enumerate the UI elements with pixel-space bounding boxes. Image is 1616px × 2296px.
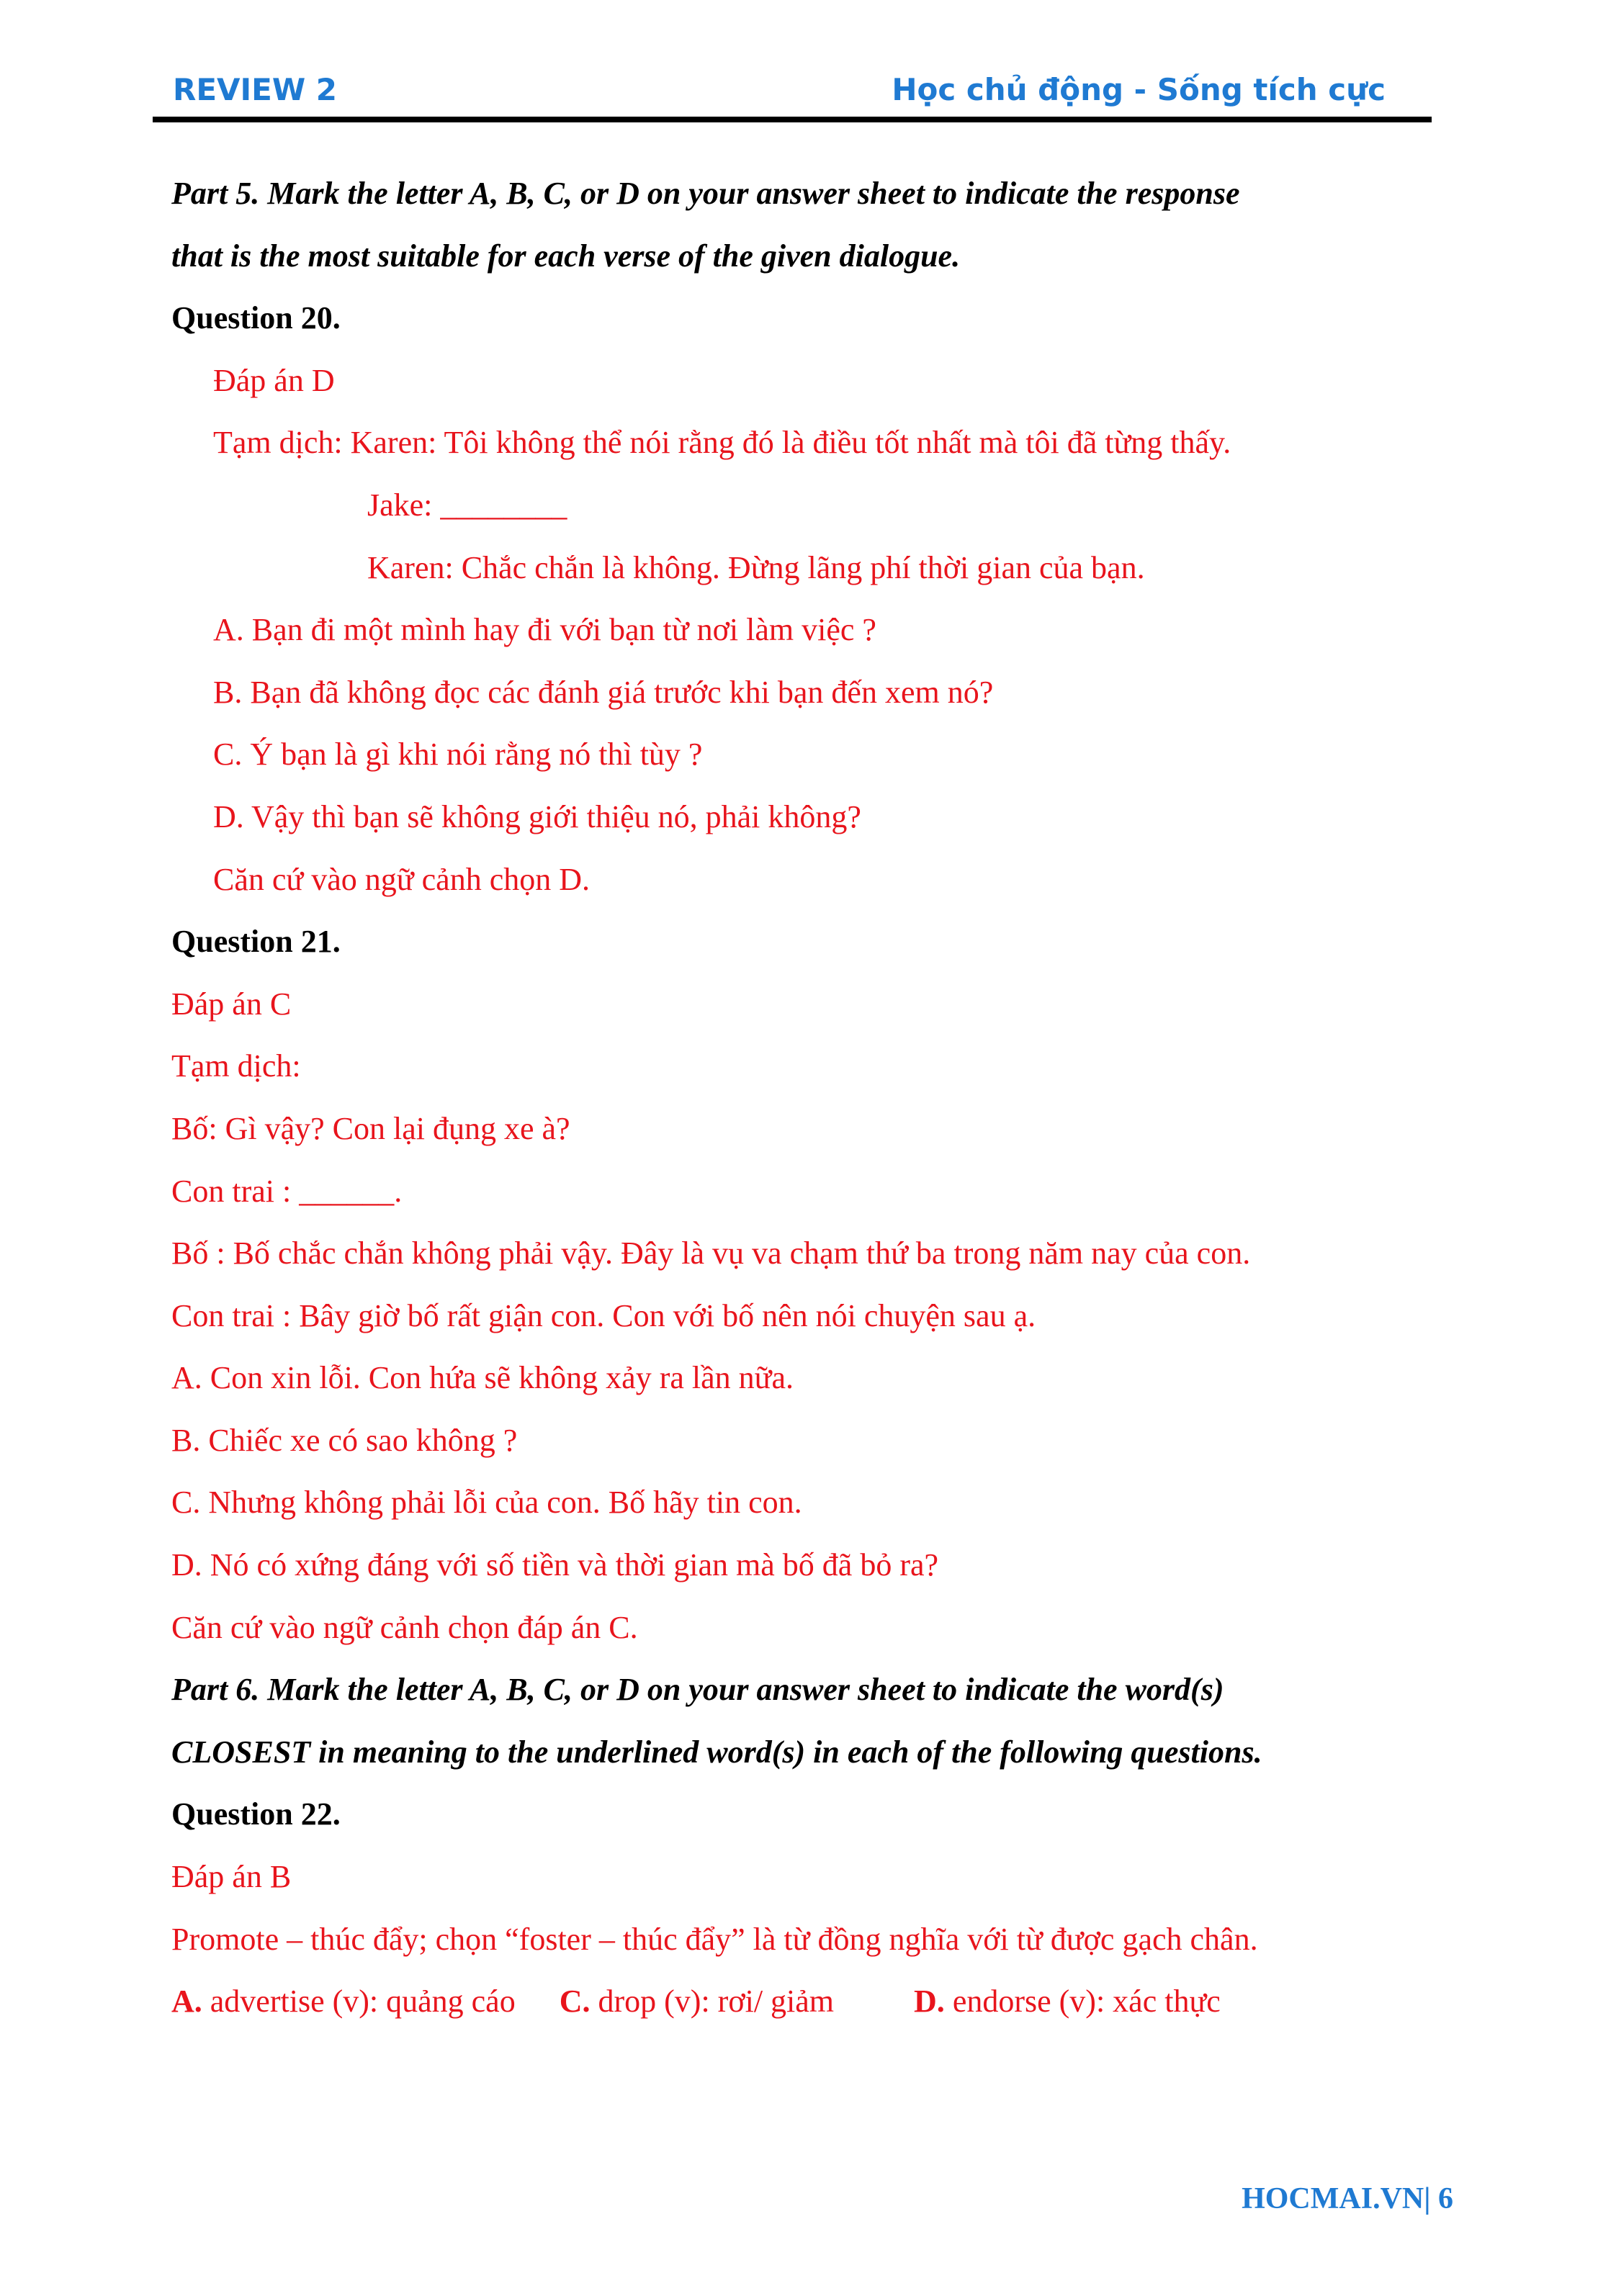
q21-answer: Đáp án C [171,986,292,1022]
q21-option-d: D. Nó có xứng đáng với số tiền và thời gian mà bố đã bỏ ra? [171,1547,939,1583]
q21-option-a: A. Con xin lỗi. Con hứa sẽ không xảy ra lần nữa. [171,1360,794,1396]
q22-option-a-text: advertise (v): quảng cáo [210,1984,516,2020]
q22-option-c-letter: C. [559,1984,591,2020]
q21-dad-line2: Bố : Bố chắc chắn không phải vậy. Đây là vụ va chạm thứ ba trong năm nay của con. [171,1235,1251,1271]
q21-conclusion: Căn cứ vào ngữ cảnh chọn đáp án C. [171,1609,638,1645]
q20-answer: Đáp án D [213,362,335,398]
q21-son-line2: Con trai : Bây giờ bố rất giận con. Con với bố nên nói chuyện sau ạ. [171,1297,1036,1333]
page-footer-hocmai: HOCMAI.VN| 6 [1242,2182,1453,2215]
q20-option-d: D. Vậy thì bạn sẽ không giới thiệu nó, phải không? [213,798,861,834]
q21-son-line1: Con trai : ______. [171,1173,403,1209]
header-slogan: Học chủ động - Sống tích cực [892,72,1386,107]
q21-option-c: C. Nhưng không phải lỗi của con. Bố hãy tin con. [171,1485,802,1521]
part6-instruction-line2: CLOSEST in meaning to the underlined word(s) in each of the following questions. [171,1734,1262,1770]
q21-option-b: B. Chiếc xe có sao không ? [171,1422,518,1458]
q22-option-c-text: drop (v): rơi/ giảm [598,1984,835,2020]
page-header [153,72,1432,118]
q22-answer: Đáp án B [171,1859,292,1895]
question-21-title: Question 21. [171,924,341,960]
question-22-title: Question 22. [171,1796,341,1832]
document-body [171,163,1424,2033]
q20-option-b: B. Bạn đã không đọc các đánh giá trước khi bạn đến xem nó? [213,674,994,710]
q22-option-a-letter: A. [171,1984,202,2020]
q20-conclusion: Căn cứ vào ngữ cảnh chọn D. [213,861,590,897]
q22-options-row [171,1971,1424,2033]
q20-option-a: A. Bạn đi một mình hay đi với bạn từ nơi làm việc ? [213,612,876,648]
q20-option-c: C. Ý bạn là gì khi nói rằng nó thì tùy ? [213,737,703,773]
q20-jake-line: Jake: ________ [367,487,567,523]
header-divider [153,117,1432,122]
q22-option-d-letter: D. [914,1984,945,2020]
part5-instruction-line1: Part 5. Mark the letter A, B, C, or D on your answer sheet to indicate the response [171,176,1240,211]
q22-option-d-text: endorse (v): xác thực [952,1984,1221,2020]
q21-translation-label: Tạm dịch: [171,1048,301,1084]
q20-karen-reply: Karen: Chắc chắn là không. Đừng lãng phí thời gian của bạn. [367,549,1145,585]
part6-instruction-line1: Part 6. Mark the letter A, B, C, or D on your answer sheet to indicate the word(s) [171,1672,1224,1708]
q20-translation-karen: Tạm dịch: Karen: Tôi không thể nói rằng đó là điều tốt nhất mà tôi đã từng thấy. [213,425,1231,461]
q21-dad-line1: Bố: Gì vậy? Con lại đụng xe à? [171,1110,570,1146]
q22-explanation: Promote – thúc đẩy; chọn “foster – thúc đẩy” là từ đồng nghĩa với từ được gạch chân. [171,1921,1258,1957]
part5-instruction-line2: that is the most suitable for each verse of the given dialogue. [171,238,961,274]
header-review-title: REVIEW 2 [173,72,338,107]
question-20-title: Question 20. [171,300,341,336]
